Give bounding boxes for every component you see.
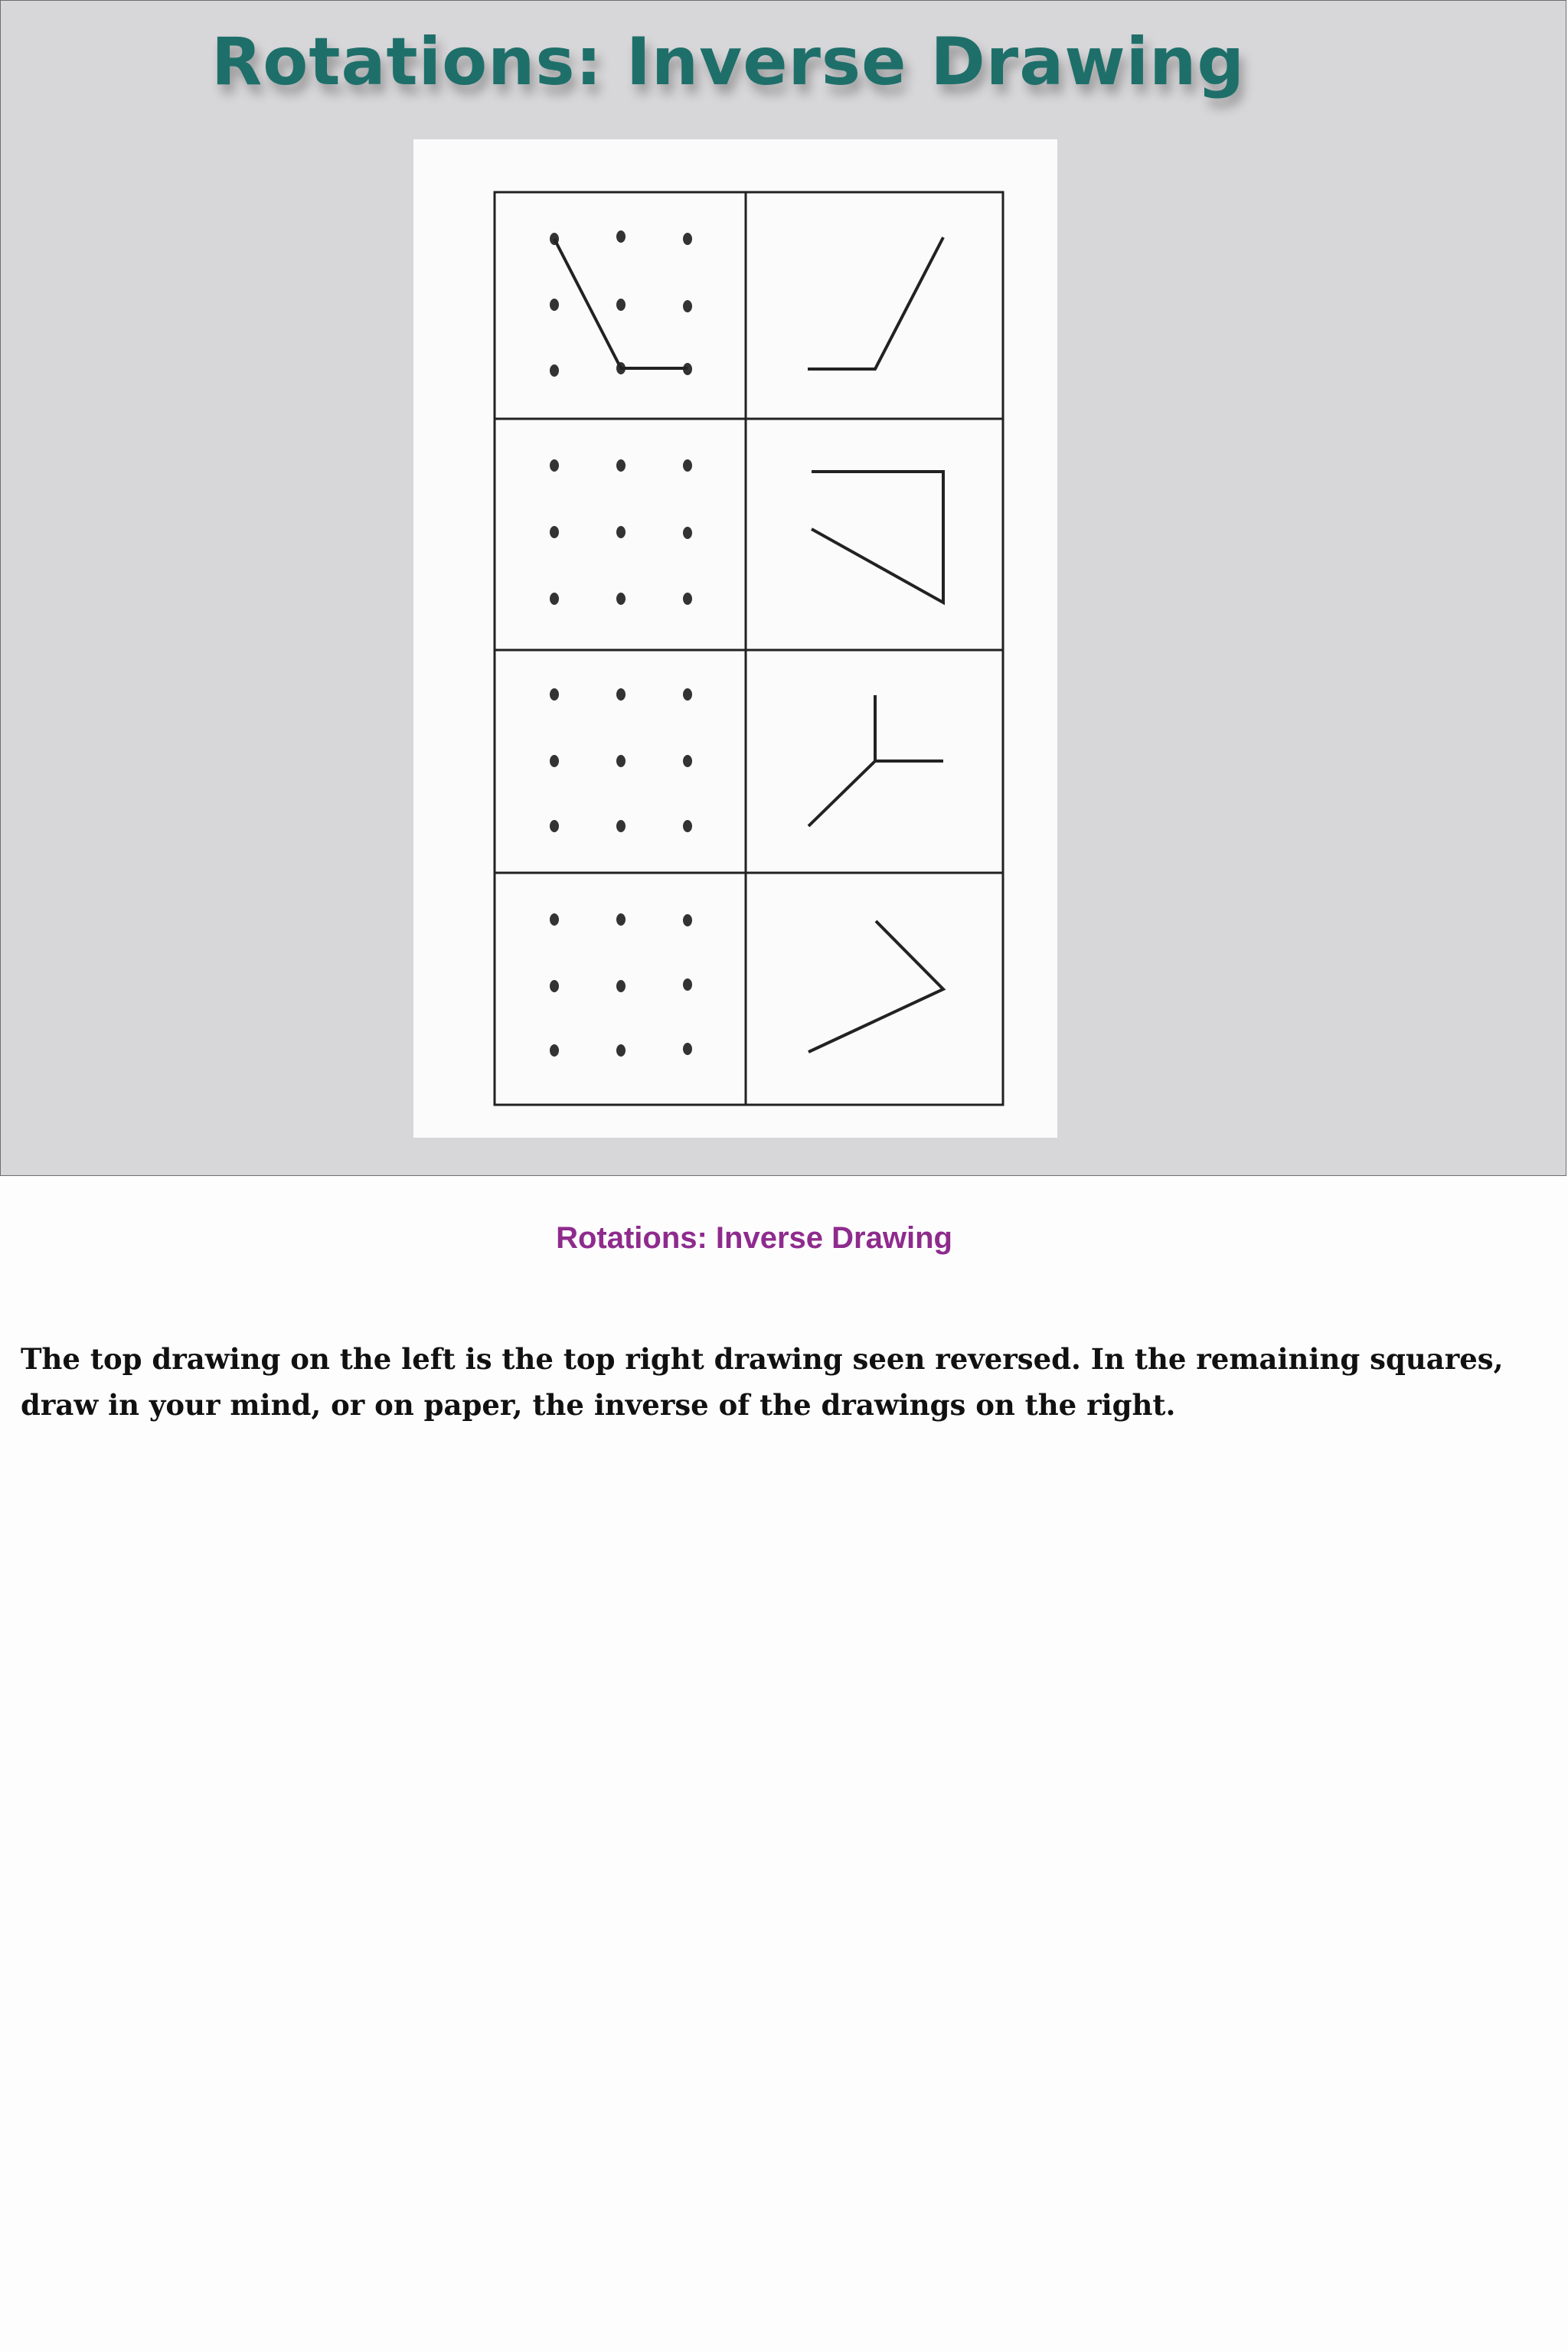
dot	[616, 1044, 626, 1057]
dot	[683, 1043, 692, 1055]
dot	[683, 755, 692, 767]
dot	[616, 980, 626, 992]
dot	[616, 820, 626, 832]
dot	[550, 364, 559, 377]
dot	[683, 978, 692, 991]
dot	[616, 688, 626, 701]
notes-line: draw in your mind, or on paper, the inverse of the drawings on the right.	[21, 1388, 1176, 1422]
dot	[550, 299, 559, 311]
dot	[683, 820, 692, 832]
worksheet-frame	[495, 192, 1003, 1105]
drawing-stroke	[808, 761, 875, 826]
dot	[550, 526, 559, 538]
dot	[683, 459, 692, 472]
dot	[550, 913, 559, 926]
dot	[683, 593, 692, 605]
dot	[550, 1044, 559, 1057]
dot-grid-row-3	[550, 688, 692, 832]
notes-line: The top drawing on the left is the top right drawing seen reversed. In the remaining squares,	[21, 1342, 1504, 1376]
dot	[550, 459, 559, 472]
row-3-right-drawing	[808, 695, 943, 826]
dot	[616, 593, 626, 605]
dot	[616, 526, 626, 538]
dot	[550, 820, 559, 832]
dot	[550, 755, 559, 767]
dot	[616, 459, 626, 472]
dot-grid-row-2	[550, 459, 692, 605]
slide	[0, 0, 1566, 1176]
dot	[683, 233, 692, 245]
dot	[683, 300, 692, 312]
row-1-right-drawing	[808, 237, 943, 369]
notes-title: Rotations: Inverse Drawing	[556, 1221, 952, 1255]
dot	[616, 755, 626, 767]
dot	[616, 299, 626, 311]
worksheet-image	[413, 139, 1057, 1138]
row-2-right-drawing	[812, 472, 943, 603]
slide-title: Rotations: Inverse Drawing	[211, 24, 1245, 100]
dot	[550, 980, 559, 992]
dot-grid-row-1	[550, 230, 692, 377]
worksheet-grid	[413, 139, 1057, 1138]
dot	[550, 688, 559, 701]
notes-body	[21, 1336, 1506, 1428]
dot	[616, 230, 626, 243]
row-4-right-drawing	[808, 921, 943, 1052]
dot	[683, 914, 692, 926]
dot	[683, 527, 692, 539]
dot-grid-row-4	[550, 913, 692, 1057]
dot	[550, 593, 559, 605]
dot	[616, 913, 626, 926]
dot	[683, 688, 692, 701]
